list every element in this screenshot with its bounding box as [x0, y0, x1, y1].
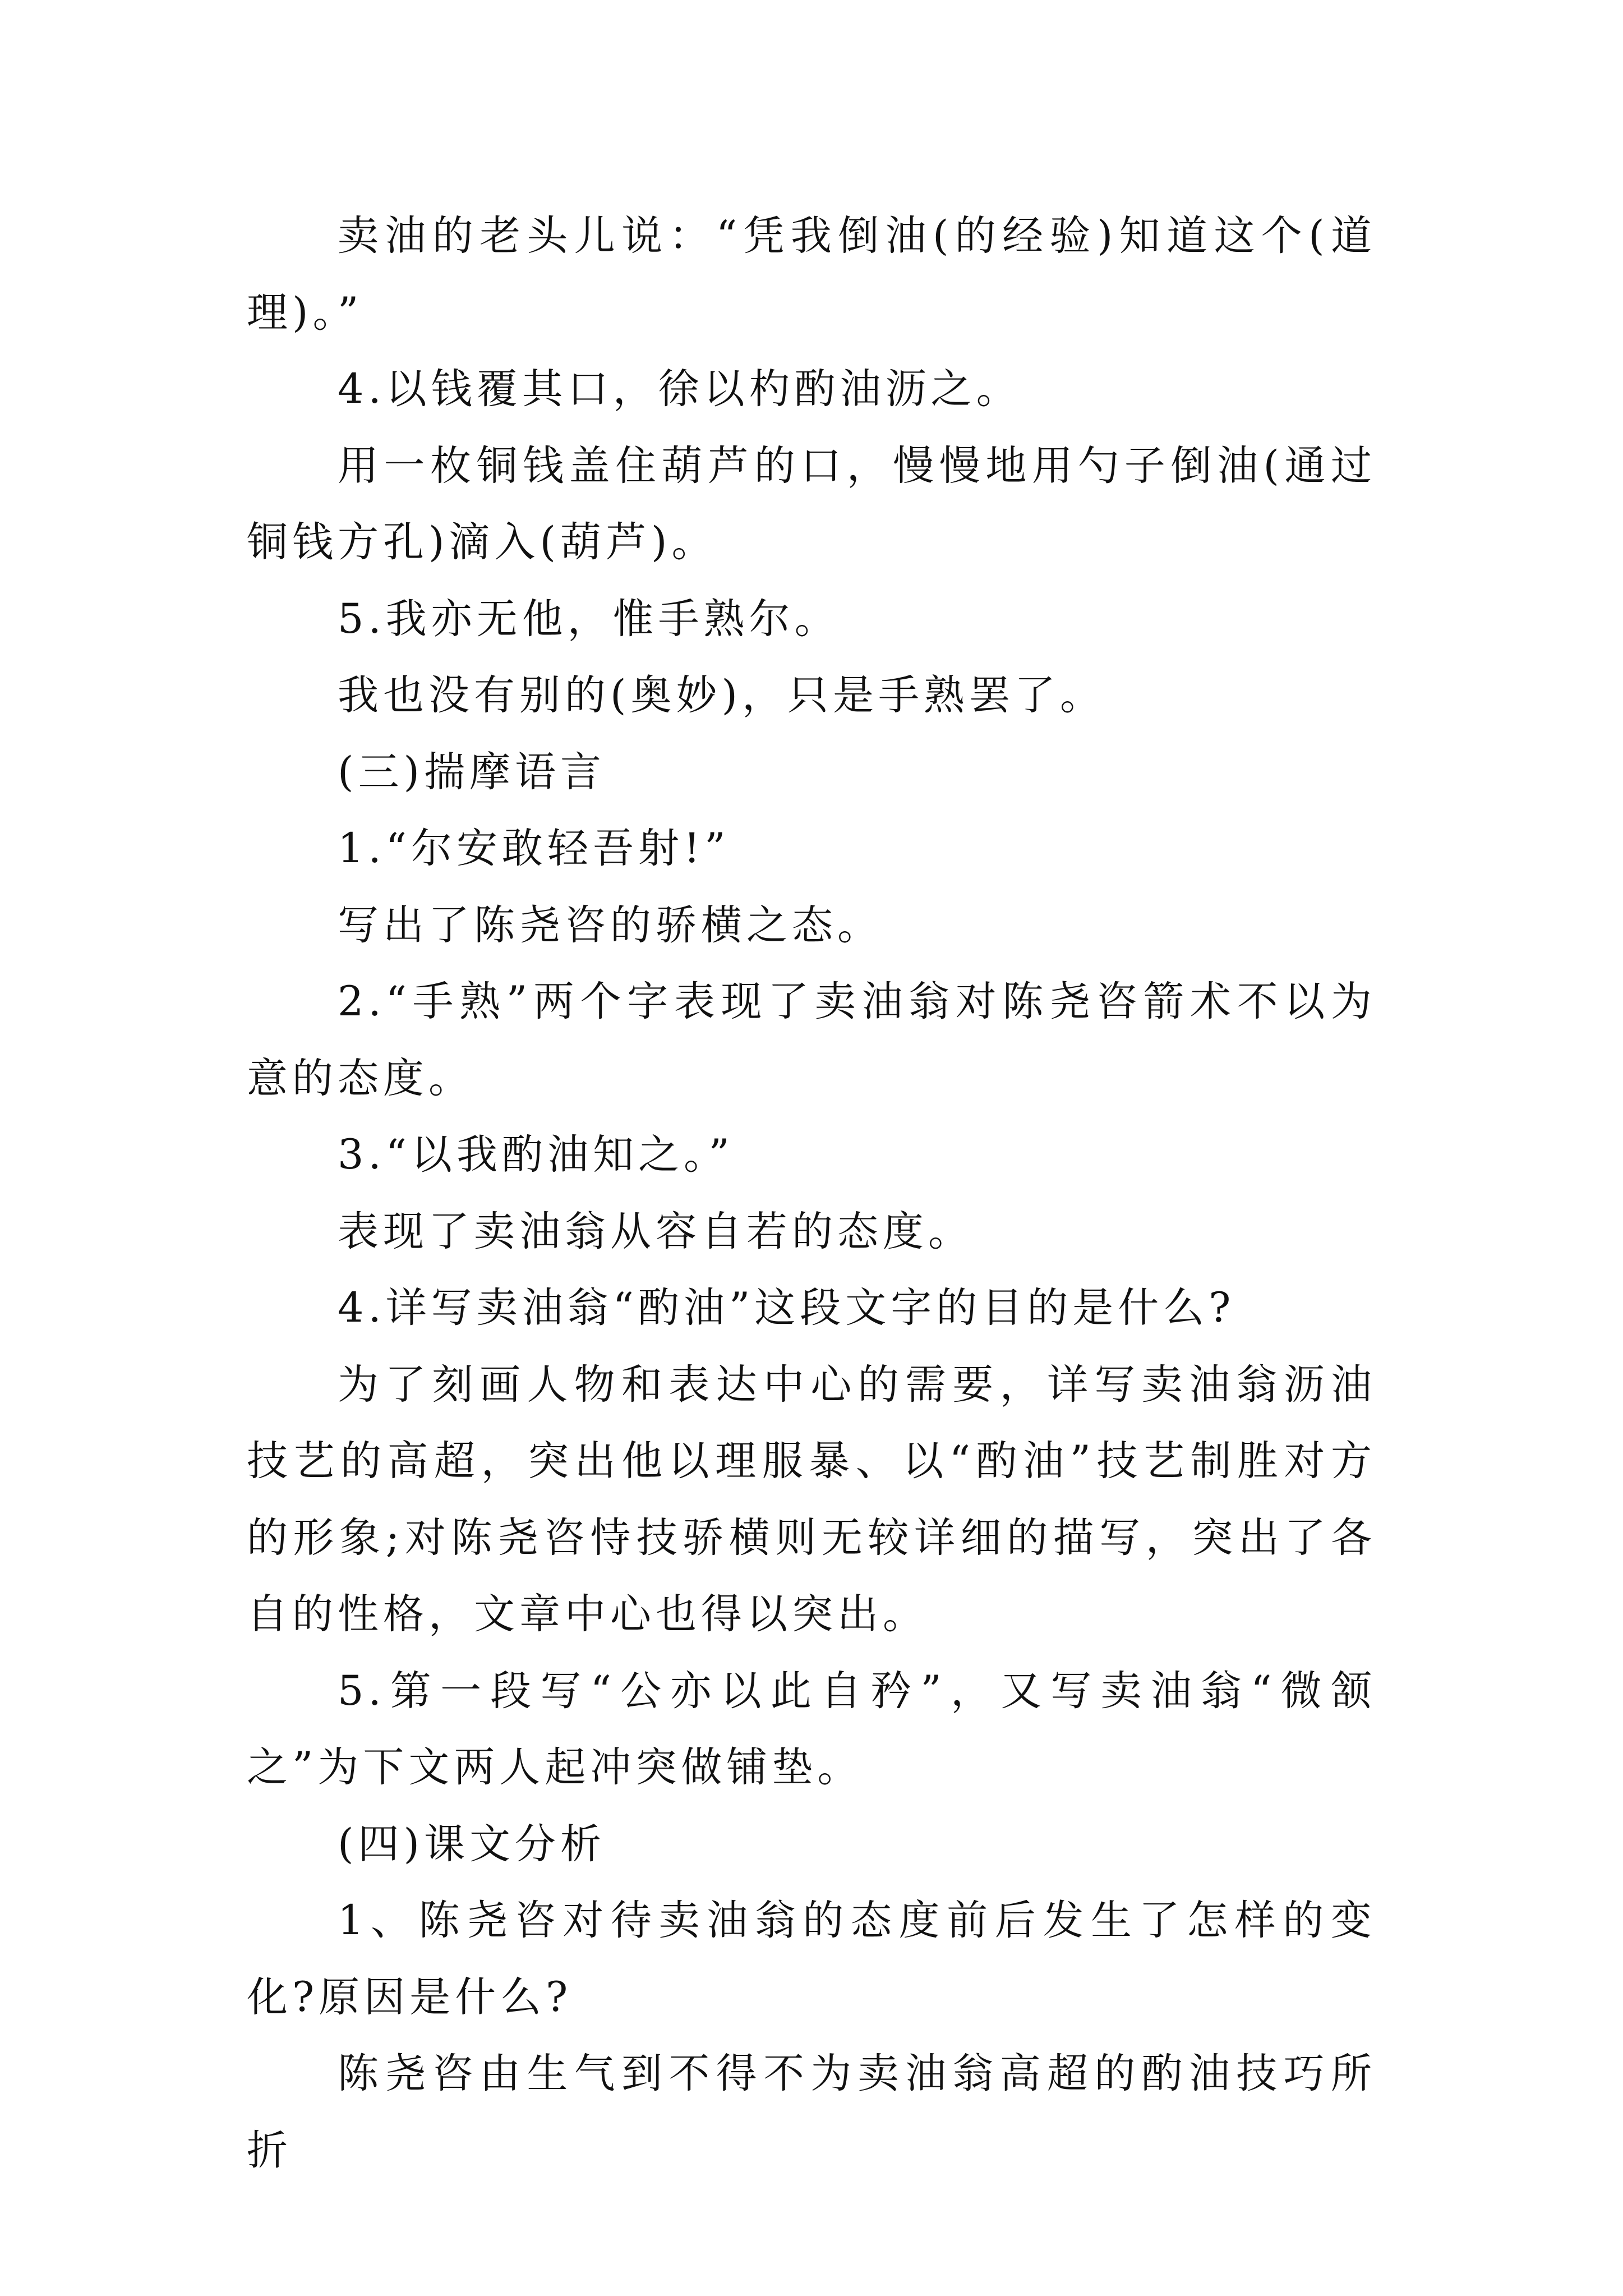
section-heading-text-analysis: (四)课文分析 [338, 1820, 606, 1868]
paragraph-point-5: 5.第一段写“公亦以此自矜”，又写卖油翁“微颔之”为下文两人起冲突做铺垫。 [247, 1667, 1376, 1791]
paragraph-quote-3: 3.“以我酌油知之。” [338, 1131, 734, 1179]
paragraph-sentence-4-translation: 用一枚铜钱盖住葫芦的口，慢慢地用勺子倒油(通过铜钱方孔)滴入(葫芦)。 [247, 441, 1376, 566]
paragraph-quote-1-analysis: 写出了陈尧咨的骄横之态。 [338, 901, 883, 949]
paragraph-analysis-answer-1: 陈尧咨由生气到不得不为卖油翁高超的酌油技巧所折 [247, 2050, 1376, 2174]
paragraph-sentence-4: 4.以钱覆其口，徐以杓酌油沥之。 [338, 365, 1022, 413]
paragraph-oil-seller-reply-translation: 卖油的老头儿说：“凭我倒油(的经验)知道这个(道理)。” [247, 212, 1376, 337]
paragraph-quote-3-analysis: 表现了卖油翁从容自若的态度。 [338, 1207, 974, 1255]
paragraph-sentence-5-translation: 我也没有别的(奥妙)，只是手熟罢了。 [338, 671, 1105, 719]
paragraph-question-4-answer: 为了刻画人物和表达中心的需要，详写卖油翁沥油技艺的高超，突出他以理服暴、以“酌油”技艺制胜对方的形象;对陈尧咨恃技骄横则无较详细的描写，突出了各自的性格，文章中心也得以突出。 [247, 1360, 1376, 1638]
paragraph-question-4: 4.详写卖油翁“酌油”这段文字的目的是什么? [338, 1284, 1235, 1332]
paragraph-quote-1: 1.“尔安敢轻吾射!” [338, 825, 730, 872]
section-heading-language-analysis: (三)揣摩语言 [338, 748, 606, 796]
paragraph-sentence-5: 5.我亦无他，惟手熟尔。 [338, 595, 840, 643]
paragraph-point-2: 2.“手熟”两个字表现了卖油翁对陈尧咨箭术不以为意的态度。 [247, 978, 1376, 1102]
paragraph-analysis-question-1: 1、陈尧咨对待卖油翁的态度前后发生了怎样的变化?原因是什么? [247, 1897, 1376, 2021]
document-body [247, 198, 1376, 2189]
